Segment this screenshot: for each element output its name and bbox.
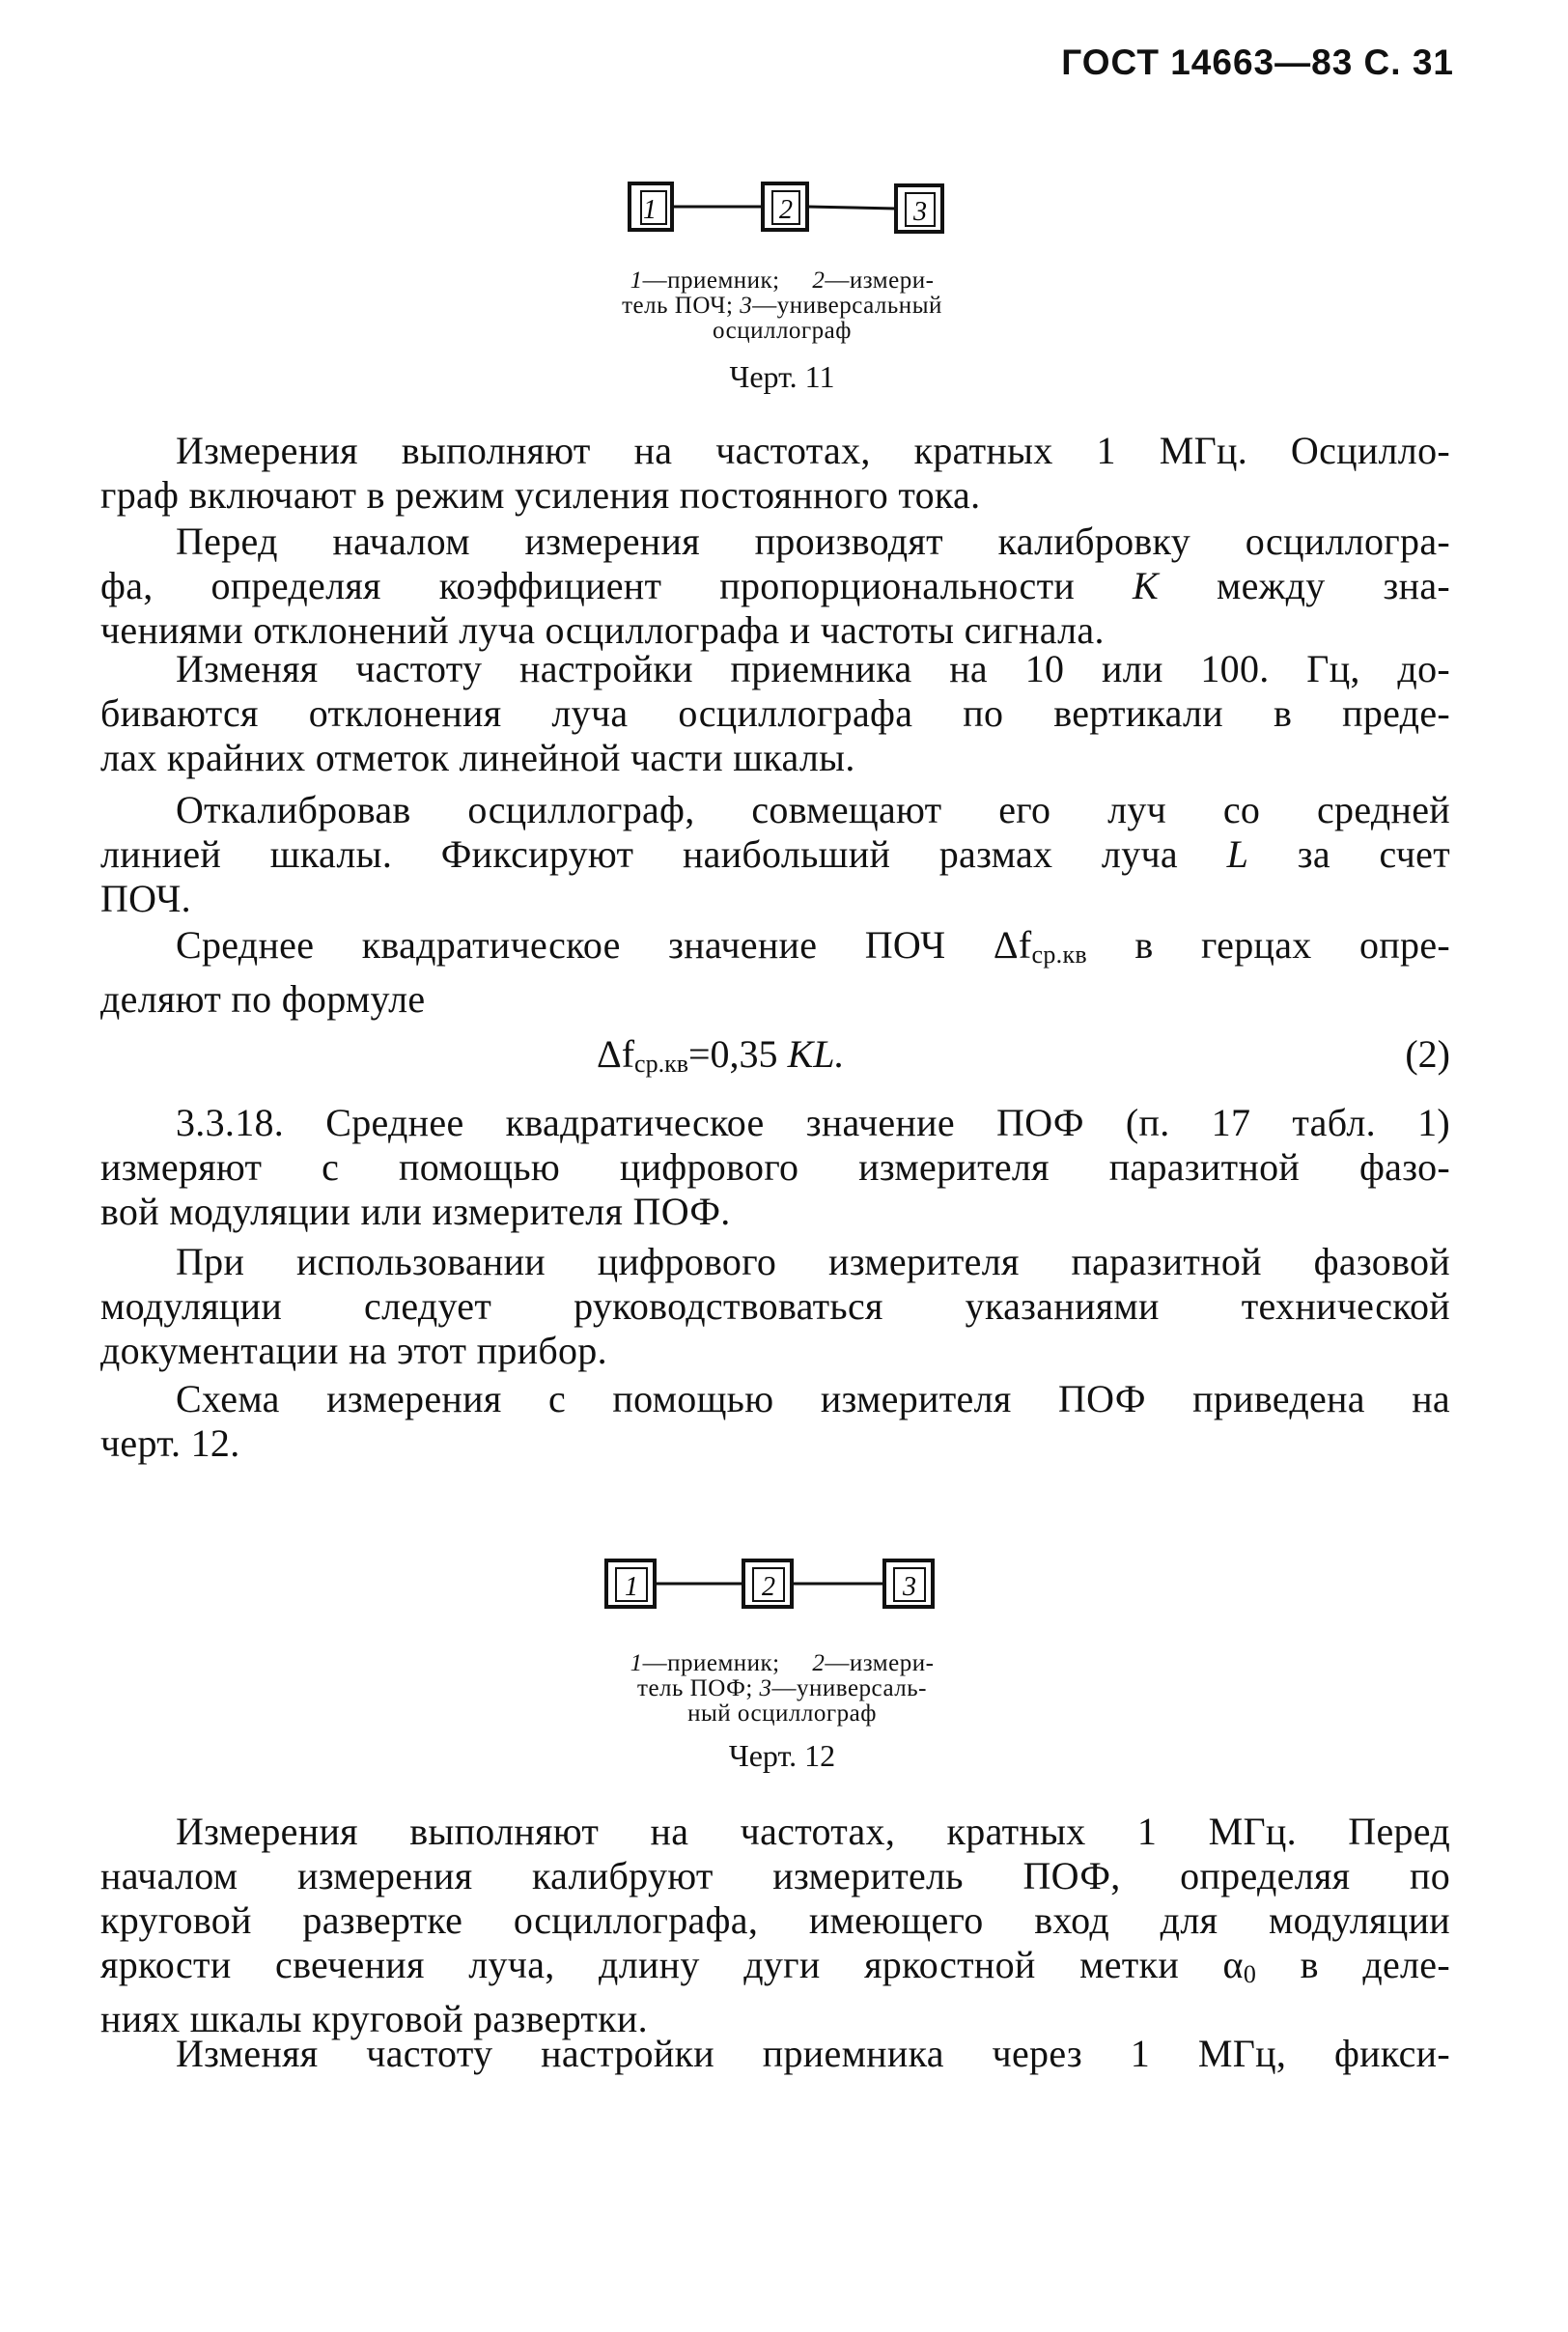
text-run: за счет (1248, 832, 1450, 876)
paragraph-line: модуляции следует руководствоваться указаниями технической (100, 1284, 1450, 1328)
paragraph-2 (100, 520, 1450, 653)
paragraph-line: измеряют с помощью цифрового измерителя паразитной фазо- (100, 1145, 1450, 1189)
figure-11-caption-num-1: 1 (630, 267, 643, 294)
paragraph-5 (100, 923, 1450, 1022)
paragraph-line (100, 1943, 1450, 1997)
paragraph-line: ниях шкалы круговой развертки. (100, 1997, 648, 2040)
formula-rhs: =0,35 (688, 1032, 788, 1076)
figure-11-box-3-label: 3 (913, 197, 927, 227)
variable-l: L (1226, 832, 1249, 876)
figure-11-box-1-label: 1 (643, 195, 657, 225)
figure-11-caption-text-4: —универсальный (752, 293, 942, 319)
paragraph-line: круговой развертке осциллографа, имеющего вход для модуляции (100, 1898, 1450, 1942)
paragraph-8 (100, 1377, 1450, 1466)
figure-12-caption-text-3: тель ПОФ; (637, 1675, 753, 1701)
paragraph-line: деляют по формуле (100, 977, 426, 1021)
formula-kl: KL. (787, 1032, 845, 1076)
paragraph-line: Схема измерения с помощью измерителя ПОФ приведена на (176, 1377, 1450, 1420)
figure-12-caption-text-2: —измери- (825, 1650, 935, 1676)
paragraph-line: началом измерения калибруют измеритель ПОФ, определяя по (100, 1854, 1450, 1897)
paragraph-line: Перед началом измерения производят калибровку осциллогра- (176, 520, 1450, 563)
alpha-symbol: α (1222, 1943, 1244, 1986)
text-run: фа, определяя коэффициент пропорциональности (100, 564, 1134, 607)
subscript: ср.кв (634, 1050, 688, 1078)
figure-11-caption-num-3: 3 (740, 293, 753, 319)
formula-number: (2) (1405, 1032, 1450, 1076)
paragraph-line: документации на этот прибор. (100, 1329, 607, 1372)
text-run: в герцах опре- (1086, 923, 1451, 967)
paragraph-9 (100, 1810, 1450, 2041)
subscript: 0 (1243, 1960, 1257, 1988)
paragraph-line: черт. 12. (100, 1421, 240, 1465)
paragraph-line: 3.3.18. Среднее квадратическое значение ПОФ (п. 17 табл. 1) (176, 1101, 1450, 1144)
figure-11-caption (541, 268, 1023, 344)
delta-f-symbol: Δf (993, 923, 1032, 967)
figure-12-caption-text-5: ный осциллограф (687, 1700, 877, 1727)
text-run: яркости свечения луча, длину дуги яркостной метки (100, 1943, 1223, 1986)
figure-11-caption-text-5: осциллограф (713, 318, 852, 344)
figure-11-box-2-label: 2 (779, 195, 793, 225)
figure-11-caption-text-2: —измери- (825, 267, 935, 294)
figure-12-diagram (0, 1557, 1568, 1618)
paragraph-1 (100, 429, 1450, 518)
paragraph-line: При использовании цифрового измерителя паразитной фазовой (176, 1240, 1450, 1283)
paragraph-line: Измерения выполняют на частотах, кратных 1 МГц. Осцилло- (176, 429, 1450, 472)
paragraph-line: биваются отклонения луча осциллографа по вертикали в преде- (100, 691, 1450, 735)
paragraph-line (100, 832, 1450, 877)
paragraph-line (100, 923, 1450, 977)
text-run: в деле- (1256, 1943, 1450, 1986)
paragraph-3 (100, 647, 1450, 780)
figure-11-label: Черт. 11 (729, 359, 835, 394)
text-run: Среднее квадратическое значение ПОЧ (176, 923, 994, 967)
text-run: линией шкалы. Фиксируют наибольший размах луча (100, 832, 1227, 876)
figure-12-caption-num-1: 1 (630, 1650, 643, 1676)
paragraph-line: граф включают в режим усиления постоянного тока. (100, 473, 981, 517)
figure-11-connector-2-3 (807, 207, 896, 209)
paragraph-7 (100, 1240, 1450, 1373)
figure-11-caption-num-2: 2 (812, 267, 826, 294)
figure-12-caption (541, 1651, 1023, 1727)
figure-12-caption-text-1: —приемник; (642, 1650, 780, 1676)
formula-expression (597, 1031, 845, 1079)
figure-11-block-diagram (0, 180, 1568, 241)
paragraph-6 (100, 1101, 1450, 1234)
delta-f-symbol: Δf (597, 1032, 635, 1076)
paragraph-line: ПОЧ. (100, 877, 191, 920)
variable-k: K (1133, 564, 1160, 607)
paragraph-line: Изменяя частоту настройки приемника на 10 или 100. Гц, до- (176, 647, 1450, 690)
paragraph-line: Откалибровав осциллограф, совмещают его луч со средней (176, 788, 1450, 831)
paragraph-10 (100, 2032, 1450, 2076)
figure-12-block-diagram (0, 1557, 1568, 1618)
formula-2 (100, 1031, 1450, 1080)
figure-12-caption-num-2: 2 (812, 1650, 826, 1676)
subscript: ср.кв (1031, 941, 1087, 969)
paragraph-4 (100, 788, 1450, 921)
figure-12-caption-text-4: —универсаль- (771, 1675, 927, 1701)
text-run: между зна- (1159, 564, 1450, 607)
figure-12-caption-num-3: 3 (759, 1675, 772, 1701)
figure-12-box-1-label: 1 (625, 1572, 638, 1602)
paragraph-line: вой модуляции или измерителя ПОФ. (100, 1190, 731, 1233)
paragraph-line: чениями отклонений луча осциллографа и частоты сигнала. (100, 608, 1105, 652)
figure-12-label: Черт. 12 (728, 1738, 836, 1773)
figure-11-caption-text-3: тель ПОЧ; (622, 293, 734, 319)
figure-11-diagram (0, 180, 1568, 241)
figure-11-caption-text-1: —приемник; (642, 267, 780, 294)
paragraph-line: Изменяя частоту настройки приемника через 1 МГц, фикси- (176, 2032, 1450, 2075)
paragraph-line: Измерения выполняют на частотах, кратных 1 МГц. Перед (176, 1810, 1450, 1853)
paragraph-line: лах крайних отметок линейной части шкалы. (100, 736, 855, 779)
figure-12-box-2-label: 2 (762, 1572, 775, 1602)
paragraph-line (100, 564, 1450, 608)
page-header: ГОСТ 14663—83 С. 31 (1061, 42, 1454, 82)
figure-12-box-3-label: 3 (903, 1572, 916, 1602)
